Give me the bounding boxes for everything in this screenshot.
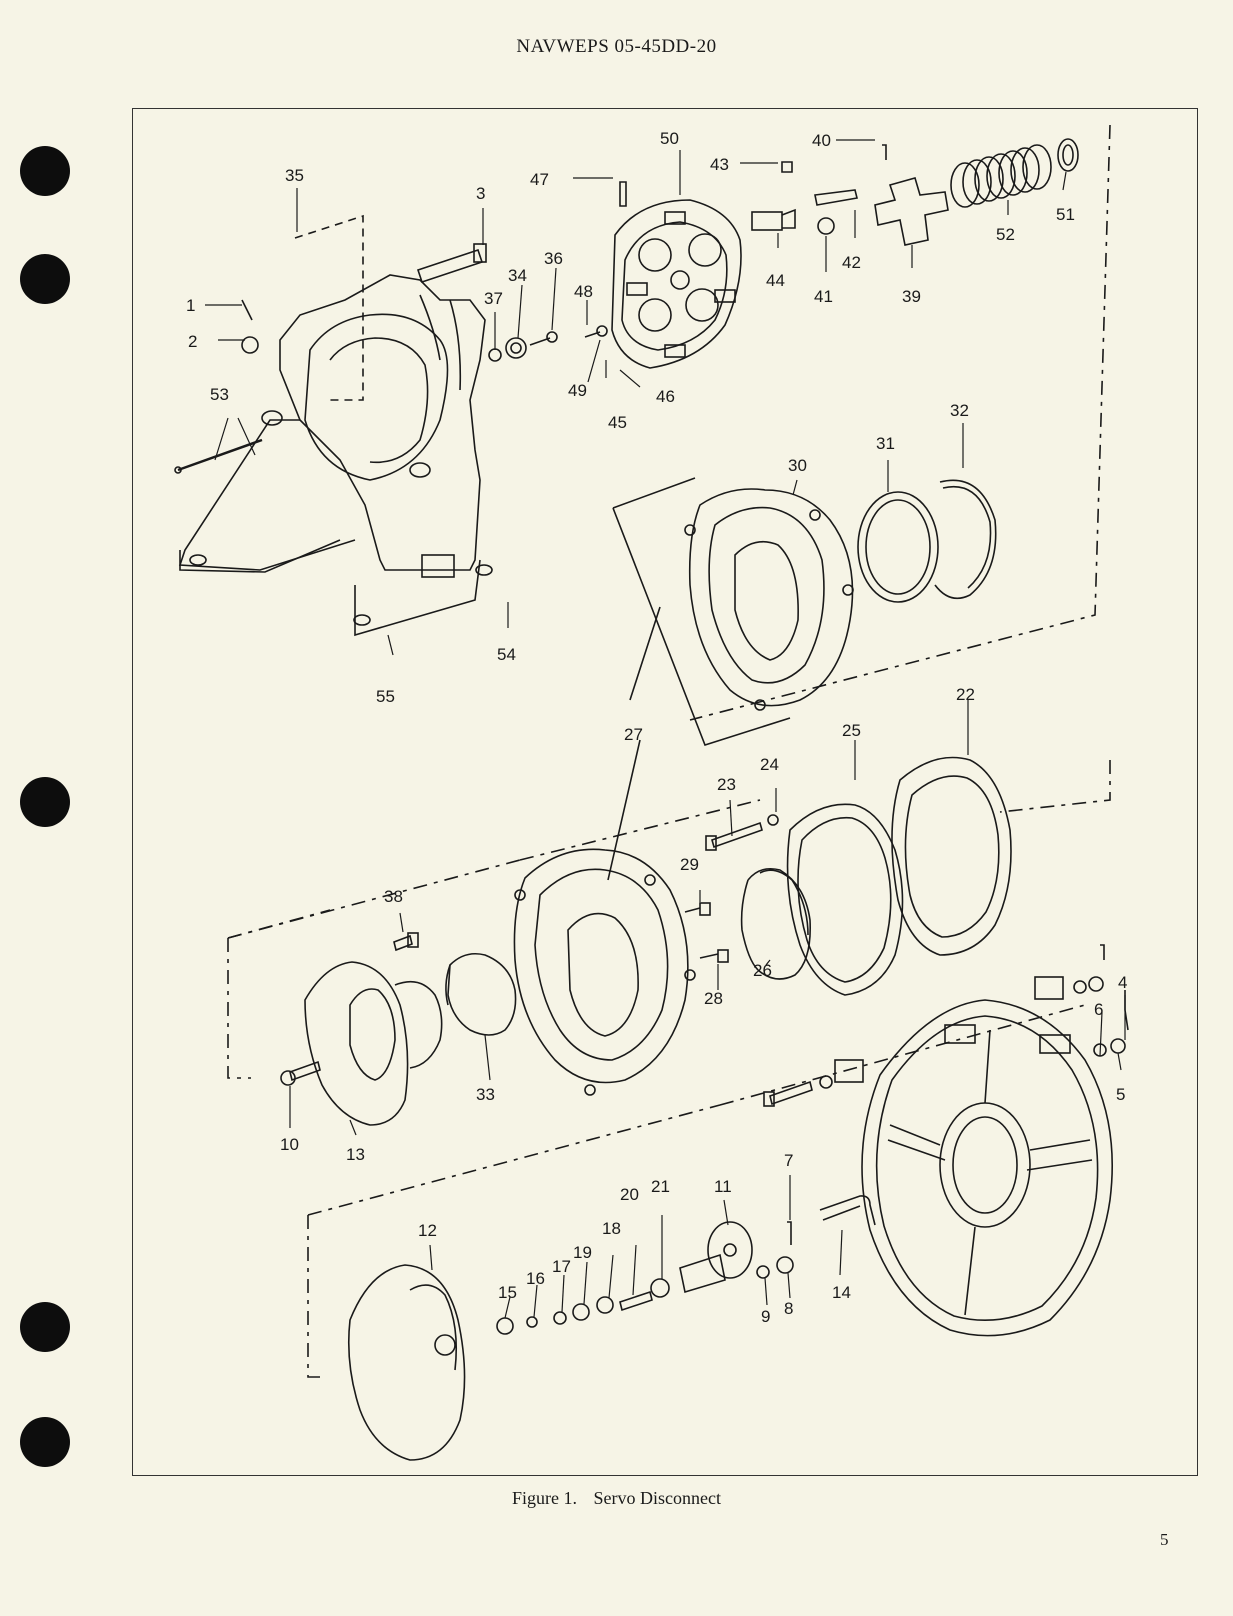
callout-18: 18 <box>602 1219 621 1238</box>
callout-32: 32 <box>950 401 969 420</box>
callout-29: 29 <box>680 855 699 874</box>
callout-34: 34 <box>508 266 527 285</box>
callout-27: 27 <box>624 725 643 744</box>
callout-24: 24 <box>760 755 779 774</box>
callout-33: 33 <box>476 1085 495 1104</box>
callout-47: 47 <box>530 170 549 189</box>
callout-28: 28 <box>704 989 723 1008</box>
callout-25: 25 <box>842 721 861 740</box>
housing-27-drawing <box>514 849 695 1095</box>
plate-50-drawing <box>612 200 741 368</box>
callout-44: 44 <box>766 271 785 290</box>
spring-52-drawing <box>951 145 1051 207</box>
callout-39: 39 <box>902 287 921 306</box>
callout-36: 36 <box>544 249 563 268</box>
callout-11: 11 <box>714 1177 732 1196</box>
callout-50: 50 <box>660 129 679 148</box>
callout-8: 8 <box>784 1299 794 1318</box>
callout-54: 54 <box>497 645 516 664</box>
figure-caption-number: Figure 1. <box>512 1488 578 1508</box>
callout-22: 22 <box>956 685 975 704</box>
wheel-drawing <box>862 1000 1112 1336</box>
callout-labels <box>186 129 1127 1326</box>
callout-20: 20 <box>620 1185 639 1204</box>
callout-51: 51 <box>1056 205 1075 224</box>
callout-19: 19 <box>573 1243 592 1262</box>
callout-46: 46 <box>656 387 675 406</box>
callout-13: 13 <box>346 1145 365 1164</box>
housing-55-drawing <box>180 275 492 635</box>
callout-42: 42 <box>842 253 861 272</box>
cover-30-drawing <box>685 489 853 710</box>
callout-49: 49 <box>568 381 587 400</box>
figure-caption <box>0 1488 1233 1509</box>
callout-15: 15 <box>498 1283 517 1302</box>
callout-30: 30 <box>788 456 807 475</box>
callout-26: 26 <box>753 961 772 980</box>
callout-31: 31 <box>876 434 895 453</box>
callout-52: 52 <box>996 225 1015 244</box>
callout-21: 21 <box>651 1177 670 1196</box>
callout-48: 48 <box>574 282 593 301</box>
callout-35: 35 <box>285 166 304 185</box>
callout-7: 7 <box>784 1151 794 1170</box>
callout-3: 3 <box>476 184 486 203</box>
callout-4: 4 <box>1118 973 1128 992</box>
callout-23: 23 <box>717 775 736 794</box>
callout-6: 6 <box>1094 1000 1104 1019</box>
callout-38: 38 <box>384 887 403 906</box>
callout-53: 53 <box>210 385 229 404</box>
callout-12: 12 <box>418 1221 437 1240</box>
callout-45: 45 <box>608 413 627 432</box>
callout-14: 14 <box>832 1283 851 1302</box>
page-number: 5 <box>1160 1530 1169 1549</box>
callout-9: 9 <box>761 1307 771 1326</box>
callout-17: 17 <box>552 1257 571 1276</box>
callout-5: 5 <box>1116 1085 1126 1104</box>
callout-43: 43 <box>710 155 729 174</box>
callout-1: 1 <box>186 296 196 315</box>
callout-37: 37 <box>484 289 503 308</box>
callout-40: 40 <box>812 131 831 150</box>
figure-caption-title: Servo Disconnect <box>593 1488 721 1508</box>
callout-10: 10 <box>280 1135 299 1154</box>
callout-2: 2 <box>188 332 198 351</box>
callout-16: 16 <box>526 1269 545 1288</box>
document-header: NAVWEPS 05-45DD-20 <box>516 36 717 57</box>
callout-55: 55 <box>376 687 395 706</box>
callout-41: 41 <box>814 287 833 306</box>
